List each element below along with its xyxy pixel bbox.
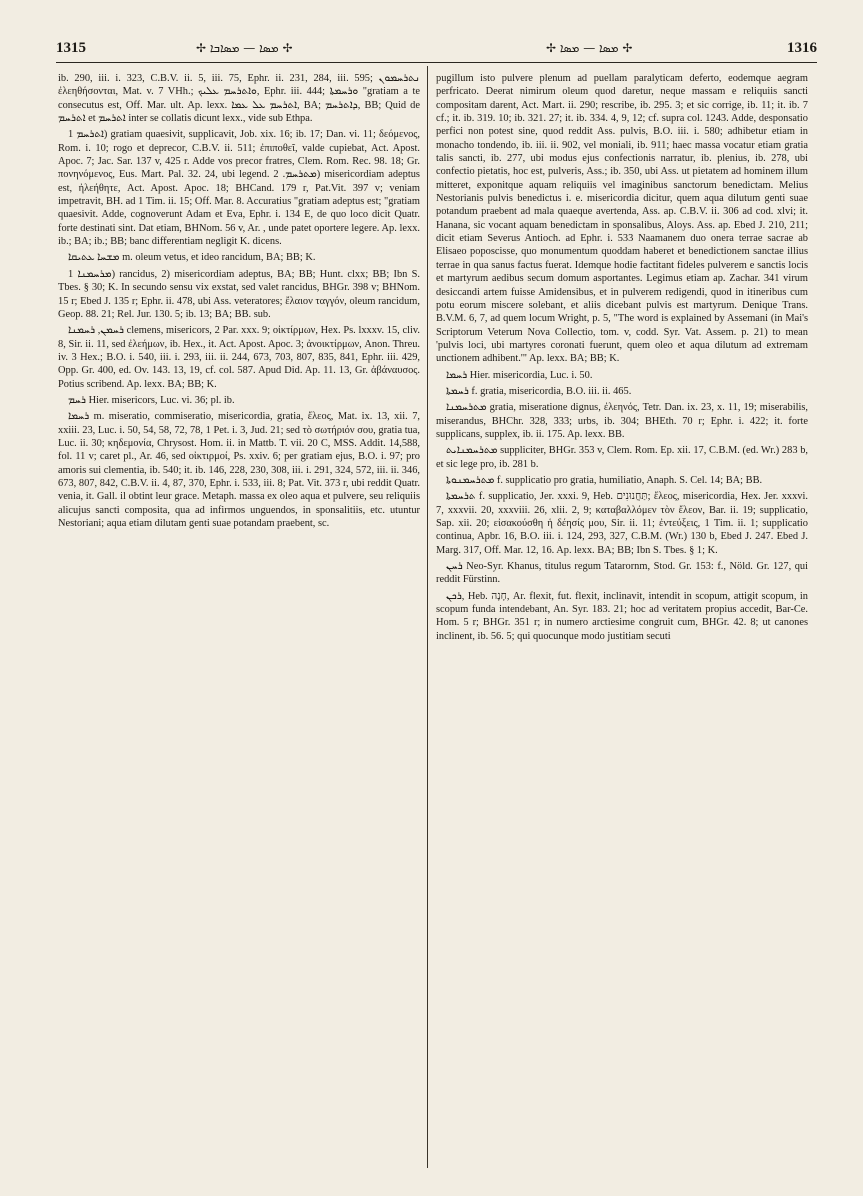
right-page-number: 1316 (787, 40, 817, 56)
dictionary-entry: ܬܪܚܡܬܐ f. supplicatio, Jer. xxxi. 9, Heb. תַּחֲנוּנִים; ἔλεος, misericordia, Hex. Jer. xxxvi. 7, xxxvii. 20, xxxviii. 26, xlii. 2, 9; καταβαλλόμεν τὸν ἔλεον, Bar. ii. 19; supplicatio, Sap. xii. 20; εἰσακούσθη ἡ δέησίς μου, Sir. ii. 11; ἐντεύξεις, 1 Tim. ii. 1; supplicatio continua, Apbr. 16, B.O. iii. i. 124, 293, 327, C.B.M. (Wr.) 130 b, Ebed J. 247. Ebed J. Marg. 317, Off. Mar. 12, 16. Ap. lexx. BA; BB; Ibn S. Tbes. § 1; K. (436, 491, 808, 556)
dictionary-entry: ib. 290, iii. i. 323, C.B.V. ii. 5, iii. 75, Ephr. ii. 231, 284, iii. 595; ܢܬܪܚܡܘܢ ἐλεηθήσονται, Mat. v. 7 VHh.; ܘܐܬܪܚܡ ܥܠܝܟ, Ephr. iii. 444; ܘܪܚܡܬܐ "gratiam a te consecutus est, Off. Mar. ult. Ap. lexx. ܐܬܪܚܡ ܥܠ ܥܡܐ, BA; ܕܐܬܪܚܡ, BB; Quid de ܐܬܪܚܡ et ܐܬܪܚܡ inter se collatis dicunt lexx., vide sub Ethpa. (58, 73, 420, 125)
dictionary-entry: ܡܬܪܚܡܢܘܬܐ f. supplicatio pro gratia, humiliatio, Anaph. S. Cel. 14; BA; BB. (446, 474, 763, 486)
dictionary-entry: ܪܟܢ, Heb. חָנָה, Ar. flexit, fut. flexit, inclinavit, intendit in scopum, attigit scopum, in scopum funda intendebant, An. Syr. 183. 21; hoc ad veritatem propius accedit, Bar-Ce. Hom. 5 r; BHGr. 351 r; in numero arctiesime congruit cum, BHGr. 42. 8; ut canones inclinent, ib. 56. 5; qui quocunque modo justitiam secuti (436, 590, 808, 642)
dictionary-entry: ܡܪܚܡܢܐ 1) rancidus, 2) misericordiam adeptus, BA; BB; Hunt. clxx; BB; Ibn S. Tbes. § 30; K. In secundo sensu vix exstat, sed valet rancidus, BHGr. 398 v; BHNom. 15 r; Ebed J. 135 r; Ephr. ii. 478, ubi Ass. veteratores; ἔλαιον ταγγόν, oleum rancidum, Geop. 88. 21; Rel. Jur. 130. 5; ib. 13; BA; BB. sub. (58, 268, 420, 320)
dictionary-entry: ܪܚܡܐ Hier. misericordia, Luc. i. 50. (446, 369, 593, 381)
dictionary-entry: ܪܚܡ Hier. misericors, Luc. vi. 36; pl. ib. (68, 394, 235, 406)
right-column (436, 72, 808, 1182)
page-header (56, 38, 817, 63)
dictionary-entry: ܪܚܡܬܐ f. gratia, misericordia, B.O. iii. ii. 465. (446, 385, 632, 397)
dictionary-entry: ܪܚܡܐ m. miseratio, commiseratio, misericordia, gratia, ἔλεος, Mat. ix. 13, xii. 7, xxiii. 23, Luc. i. 50, 54, 58, 72, 78, 1 Pet. i. 3, Jud. 21; sed τὸ σωτήριόν σου, gratia tua, Luc. ii. 30; κηδεμονία, Chrysost. Hom. ii. in Mattb. T. vii. 20 C, MSS. Addit. 14,588, fol. 11 v; caret pl., Ar. 46, sed οἰκτιρμοί, Ps. xxiv. 6; per gratiam ejus, B.O. i. 97; pro amoris sui clementia, ib. 540; it. ib. 146, 228, 230, 308, iii. i. 291, 324, 572, iii. ii. 346, 673, 807, 842, C.B.V. ii. 4, 87, 370, Ephr. i. 533, iii. 8; Pat. Vit. 373 r, ubi reddit Quatr. venia, it. Gall. il obtint leur grace. Metaph. massa ex oleo aqua et pulvere, seu reliquiis alicujus sancti composita, qua ad infirmos unguendos, in sponsalitiis, etc. utuntur Nestoriani; aqua etiam dilutam genti suae potandam praebent, sc. (58, 411, 420, 529)
dictionary-entry: ܐܬܪܚܡ 1) gratiam quaesivit, supplicavit, Job. xix. 16; ib. 17; Dan. vi. 11; δεόμενος, Rom. i. 10; rogo et deprecor, C.B.V. ii. 511; ἐπιποθεῖ, valde cupiebat, Act. Apost. Apoc. 7; Jac. Sar. 137 v, 425 r. Adde vos precor fratres, Clem. Rom. Rec. 98. 18; Gr. πονηνόμενος, Eus. Mart. Pal. 32. 24, ubi legend. ܡܬܪܚܡ. 2) misericordiam adeptus est, ἠλεήθητε, Act. Apost. Apoc. 18; BHCand. 179 r, Pat.Vit. 397 v; veniam impetravit, BH. ad 1 Tim. ii. 15; Off. Mar. 8. Accuratius "gratiam adeptus est; "gratiam quaesivit. Adde, cognoverunt Adam et Eva, Ephr. i. 134 E, de quo loco dicit Quatr. forte destinati sint. Dat etiam, BHNom. 56 v, Ar. , unde patet oportere legere. Ap. lexx. ib.; BA; ib.; BB; banc differentiam negligit K. dicens. (58, 129, 420, 248)
left-page-number: 1315 (56, 40, 86, 56)
dictionary-entry: ܪܚܢ Neo-Syr. Khanus, titulus regum Tatarornm, Stod. Gr. 153: f., Nöld. Gr. 127, qui reddit Fürstinn. (436, 561, 808, 586)
dictionary-entry: ܡܫܚܐ ܥܬܝܩܐ m. oleum vetus, et ideo rancidum, BA; BB; K. (68, 252, 316, 264)
dictionary-entry: ܡܬܪܚܡܢܐܝܬ suppliciter, BHGr. 353 v, Clem. Rom. Ep. xii. 17, C.B.M. (ed. Wr.) 283 b, et sic lege pro, ib. 281 b. (436, 445, 808, 470)
dictionary-entry: pugillum isto pulvere plenum ad puellam paralyticam deferto, eodemque aegram perfricato. Deerat nimirum oleum quod daretur, neque massam e reliquiis sancti compositam darent, Act. Mart. ii. 290; rescribe, ib. 295. 3; et sic corrige, ib. 11; it. ib. 7 cf.; it. ib. 319. 10; ib. 321. 27; it. ib. 334. 4, 9, 12; cf. supra col. 1243. Adde, desponsatio perfici non potest sine, quod reddit Ass. pulvis, B.O. iii. i. 580; adhibetur etiam in monacho tondendo, ib. iii. ii. 902, vel moniali, ib. 911; haec massa vocatur etiam gratia talis sancti, ib. 277, ubi modus ejus confectionis narratur, ib. plenius, ib. 278, ubi confectio pietatis, hoc est, pulveris, Ass.; ib. 350, ubi Ass. ut pietatem ad hominem illum mitteret, exponitque aquam reliquiis vel imaginibus sanctorum benedictam. Melius Nestorianis pulvis benedictus i. e. misericordia dicitur, quem aqua dilutum genti suae potandum praebent ad mala quaeque avertenda, Ass. ap. C.B.V. ii. 306 ad cod. xlvi; it. Hanana, sic vocant aquam benedictam in sponsalibus, Aloys. Ass. ap. Ebed J. 210, 211; dicit etiam Severus Antioch. ad Ephr. i. 533 Naamanem duo onera terrae sacrae ab Elisaeo poposcisse, quo monumentum quoddam haberet et benedictionem sanctae illius terrae in qua sanus factus fuerat. Idemque hodie factitant fideles pulverem e sanctis locis et martyrum aedibus secum domum asportantes. Legimus etiam ap. Zachar. 341 virum desiccandi artem fuisse Amidensibus, et in pulverem redigendi, quod in itineribus cum potu eorum miscere solebant, et aliis dicebant pulvis est martyrum. Denique Trans. B.V.M. 6, 7, ad quem locum Wright, p. 5, "The word is explained by Assemani (in Mai's Scriptorum Veterum Nova Collectio, tom. v, codd. Syr. Vat. Assem. p. 21) to mean 'pulvis loci, ubi martyres coronati fuerunt, quem oleo et aqua dilutum ad extremam unctionem adhibent.'" Ap. lexx. BA; BB; K. (436, 73, 808, 365)
left-column (58, 72, 420, 1182)
right-running-head: ✢ ܡܣܐ — ܡܣܐ ✢ (546, 41, 633, 55)
dictionary-entry: ܪܚܡܢ, ܪܚܡܢܐ clemens, misericors, 2 Par. xxx. 9; οἰκτίρμων, Hex. Ps. lxxxv. 15, cliv. 8, Sir. ii. 11, sed ἐλεήμων, ib. Hex., it. Act. Apost. Apoc. 3; ἀνοικτίρμων, Anon. Threu. iv. 3 Hex.; B.O. i. 540, iii. i. 293, iii. ii. 244, 673, 703, 807, 835, 841, Ephr. iii. 429, Opp. Gr. 400, ed. Ov. 143. 13, 19, cf. col. 587. Apud Did. Ap. 11. 13, Gr. ἀβάναυσος. Potius scribend. Ap. lexx. BA; BB; K. (58, 325, 420, 390)
dictionary-entry: ܡܬܪܚܡܢܐ gratia, miseratione dignus, ἐλεηνός, Tetr. Dan. ix. 23, x. 11, 19; miserabilis, miserandus, BHChr. 328, 333; urbs, ib. 304; BHEth. 70 r; Ephr. i. 422; it. forte supplicans, supplex, ib. ii. 175. Ap. lexx. BB. (436, 402, 808, 440)
column-divider (427, 66, 428, 1168)
left-running-head: ✢ ܡܣܐ — ܡܣܐܒܐ ✢ (196, 41, 293, 55)
